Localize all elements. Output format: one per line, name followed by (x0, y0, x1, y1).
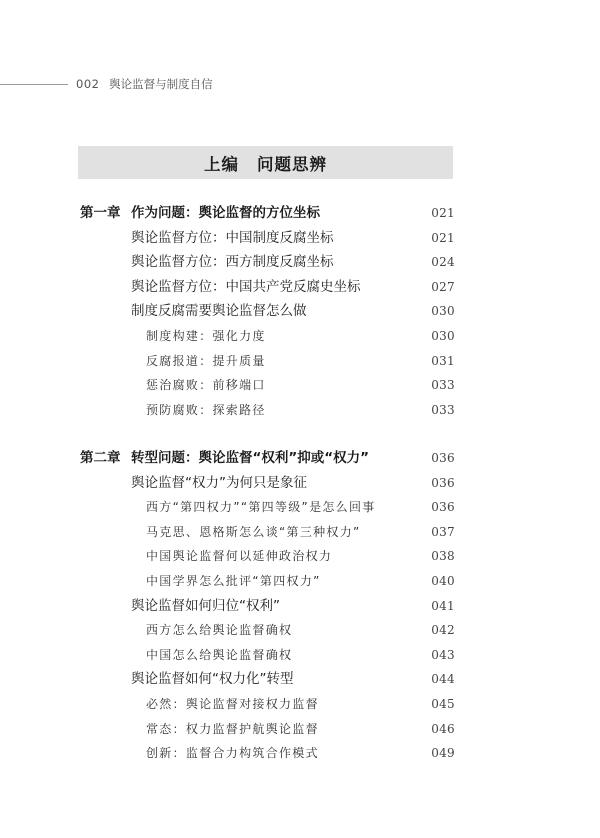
toc-entry-page: 021 (431, 206, 455, 220)
toc-entry (0, 595, 600, 617)
toc-entry-title: 制度反腐需要舆论监督怎么做 (131, 303, 307, 320)
toc-entry-page: 049 (431, 746, 455, 761)
toc-entry-title: 舆论监督“权力”为何只是象征 (131, 474, 307, 491)
toc-entry-page: 033 (431, 378, 455, 393)
toc-entry-page: 036 (431, 451, 455, 465)
toc-entry-page: 044 (431, 672, 455, 687)
chapter-label: 第一章 (80, 205, 121, 221)
toc-entry-title: 转型问题：舆论监督“权利”抑或“权力” (131, 450, 369, 466)
toc-entry (0, 693, 600, 715)
toc-entry-page: 045 (431, 697, 455, 711)
toc-entry (0, 472, 600, 494)
toc-entry (0, 374, 600, 396)
toc-entry-page: 042 (431, 623, 455, 638)
toc-entry-page: 043 (431, 647, 455, 662)
toc-entry-title: 西方怎么给舆论监督确权 (146, 623, 293, 638)
toc-entry (0, 718, 600, 740)
toc-entry-title: 中国怎么给舆论监督确权 (146, 647, 293, 662)
toc-entry (0, 742, 600, 764)
toc-entry-title: 中国舆论监督何以延伸政治权力 (146, 549, 333, 564)
toc-entry-title: 常态：权力监督护航舆论监督 (146, 721, 319, 736)
toc-entry (0, 251, 600, 273)
toc-entry-page: 024 (431, 255, 455, 270)
toc-entry (0, 496, 600, 518)
toc-entry-title: 舆论监督方位：中国共产党反腐史坐标 (131, 278, 361, 295)
header-book-title: 舆论监督与制度自信 (109, 77, 213, 91)
toc-entry-title: 惩治腐败：前移端口 (146, 378, 266, 393)
toc-entry-page: 046 (431, 721, 455, 736)
toc-entry-page: 021 (431, 230, 455, 245)
toc-entry-title: 舆论监督如何归位“权利” (131, 597, 280, 614)
toc-entry-page: 030 (431, 304, 455, 319)
toc-entry (0, 350, 600, 372)
toc-entry-page: 030 (431, 329, 455, 343)
header-rule (0, 84, 68, 85)
toc-entry-title: 作为问题：舆论监督的方位坐标 (131, 205, 320, 221)
toc-entry (0, 619, 600, 641)
part-title: 问题思辨 (257, 154, 327, 174)
running-header (76, 76, 213, 92)
part-heading (78, 146, 453, 179)
toc-entry-page: 038 (431, 549, 455, 564)
toc-entry-page: 036 (431, 475, 455, 490)
toc-entry (0, 521, 600, 543)
toc-entry-page: 041 (431, 598, 455, 613)
toc-entry (0, 399, 600, 421)
toc-entry-title: 必然：舆论监督对接权力监督 (146, 697, 319, 711)
toc-entry-page: 036 (431, 500, 455, 515)
toc-entry (0, 202, 600, 224)
toc-entry (0, 227, 600, 249)
toc-entry-title: 马克思、恩格斯怎么谈“第三种权力” (146, 524, 361, 539)
toc-entry-title: 舆论监督如何“权力化”转型 (131, 671, 294, 688)
toc-entry-title: 预防腐败：探索路径 (146, 402, 266, 417)
part-label: 上编 (204, 154, 239, 174)
chapter-label: 第二章 (80, 450, 121, 466)
toc-entry (0, 570, 600, 592)
toc-entry-page: 040 (431, 574, 455, 588)
toc-entry (0, 447, 600, 469)
toc-entry-title: 舆论监督方位：西方制度反腐坐标 (131, 254, 334, 271)
toc-entry-title: 舆论监督方位：中国制度反腐坐标 (131, 229, 334, 246)
toc-entry-title: 制度构建：强化力度 (146, 329, 266, 343)
toc-entry (0, 276, 600, 298)
toc-entry (0, 325, 600, 347)
toc-entry-title: 西方“第四权力”“第四等级”是怎么回事 (146, 500, 376, 515)
toc-entry (0, 668, 600, 690)
toc-entry-page: 037 (431, 524, 455, 539)
toc-entry (0, 644, 600, 666)
toc-entry-page: 027 (431, 279, 455, 294)
toc-entry-page: 031 (431, 353, 455, 368)
toc-entry-title: 创新：监督合力构筑合作模式 (146, 746, 319, 761)
toc-entry-title: 中国学界怎么批评“第四权力” (146, 574, 321, 588)
toc-entry (0, 545, 600, 567)
toc-entry-page: 033 (431, 402, 455, 417)
toc-entry (0, 300, 600, 322)
header-page-number: 002 (76, 77, 100, 91)
toc-entry-title: 反腐报道：提升质量 (146, 353, 266, 368)
